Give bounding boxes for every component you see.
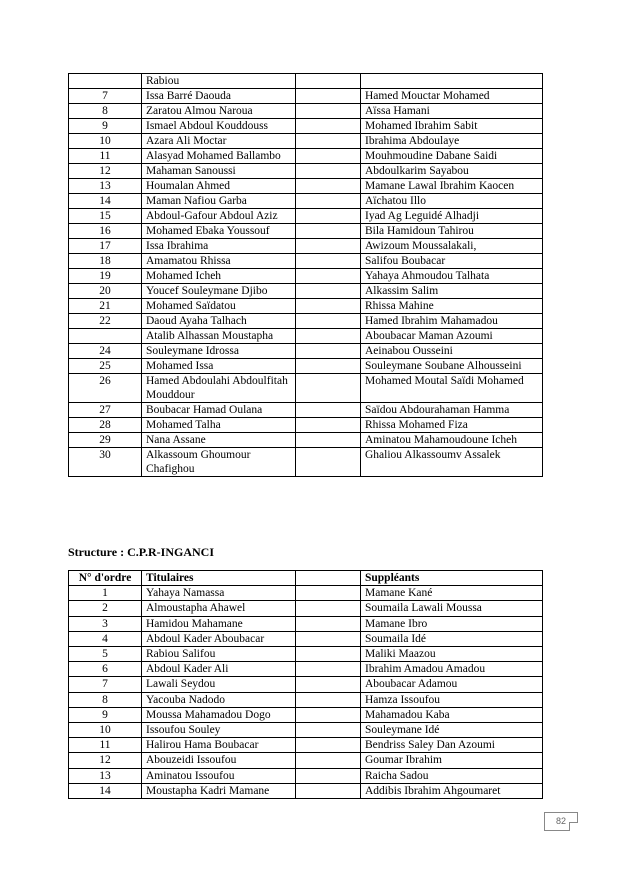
titulaire-cell: Nana Assane bbox=[142, 433, 296, 448]
suppleant-cell: Awizoum Moussalakali, bbox=[361, 239, 543, 254]
blank-cell bbox=[296, 134, 361, 149]
titulaire-cell: Abdoul Kader Ali bbox=[142, 662, 296, 677]
row-number: 12 bbox=[69, 164, 142, 179]
blank-cell bbox=[296, 74, 361, 89]
titulaire-cell: Rabiou Salifou bbox=[142, 647, 296, 662]
blank-cell bbox=[296, 692, 361, 707]
blank-cell bbox=[296, 254, 361, 269]
blank-cell bbox=[296, 239, 361, 254]
suppleant-cell: Maliki Maazou bbox=[361, 647, 543, 662]
header-titulaires: Titulaires bbox=[142, 571, 296, 586]
blank-cell bbox=[296, 89, 361, 104]
cpr-inganci-table-body bbox=[69, 571, 543, 799]
suppleant-cell: Mohamed Moutal Saïdi Mohamed bbox=[361, 374, 543, 403]
titulaire-cell: Halirou Hama Boubacar bbox=[142, 738, 296, 753]
row-number: 13 bbox=[69, 179, 142, 194]
suppleant-cell: Aeinabou Ousseini bbox=[361, 344, 543, 359]
blank-cell bbox=[296, 768, 361, 783]
suppleant-cell: Aïssa Hamani bbox=[361, 104, 543, 119]
table-row bbox=[69, 768, 543, 783]
table-row bbox=[69, 149, 543, 164]
table-row bbox=[69, 631, 543, 646]
blank-cell bbox=[296, 224, 361, 239]
table-row bbox=[69, 403, 543, 418]
titulaire-cell: Mahaman Sanoussi bbox=[142, 164, 296, 179]
blank-cell bbox=[296, 119, 361, 134]
table-row bbox=[69, 738, 543, 753]
blank-cell bbox=[296, 209, 361, 224]
table-row bbox=[69, 299, 543, 314]
blank-cell bbox=[296, 662, 361, 677]
titulaire-cell: Yacouba Nadodo bbox=[142, 692, 296, 707]
blank-cell bbox=[296, 783, 361, 798]
blank-cell bbox=[296, 586, 361, 601]
row-number: 6 bbox=[69, 662, 142, 677]
suppleant-cell: Abdoulkarim Sayabou bbox=[361, 164, 543, 179]
row-number: 13 bbox=[69, 768, 142, 783]
row-number: 25 bbox=[69, 359, 142, 374]
titulaire-cell: Issoufou Souley bbox=[142, 723, 296, 738]
blank-cell bbox=[296, 418, 361, 433]
blank-cell bbox=[296, 374, 361, 403]
table-row bbox=[69, 692, 543, 707]
titulaire-cell: Mohamed Talha bbox=[142, 418, 296, 433]
row-number: 18 bbox=[69, 254, 142, 269]
table-row bbox=[69, 104, 543, 119]
suppleant-cell: Iyad Ag Leguidé Alhadji bbox=[361, 209, 543, 224]
row-number: 4 bbox=[69, 631, 142, 646]
titulaire-cell: Issa Barré Daouda bbox=[142, 89, 296, 104]
cpr-inganci-table bbox=[68, 570, 543, 799]
titulaire-cell: Alasyad Mohamed Ballambo bbox=[142, 149, 296, 164]
suppleant-cell bbox=[361, 74, 543, 89]
titulaire-cell: Moussa Mahamadou Dogo bbox=[142, 707, 296, 722]
header-num: N° d'ordre bbox=[69, 571, 142, 586]
row-number: 17 bbox=[69, 239, 142, 254]
blank-cell bbox=[296, 194, 361, 209]
row-number: 9 bbox=[69, 119, 142, 134]
titulaire-cell: Lawali Seydou bbox=[142, 677, 296, 692]
titulaire-cell: Houmalan Ahmed bbox=[142, 179, 296, 194]
titulaire-cell: Zaratou Almou Naroua bbox=[142, 104, 296, 119]
titulaire-cell: Almoustapha Ahawel bbox=[142, 601, 296, 616]
suppleant-cell: Aïchatou Illo bbox=[361, 194, 543, 209]
row-number: 3 bbox=[69, 616, 142, 631]
suppleant-cell: Mamane Kané bbox=[361, 586, 543, 601]
table-row bbox=[69, 374, 543, 403]
row-number: 14 bbox=[69, 783, 142, 798]
table-row bbox=[69, 119, 543, 134]
suppleant-cell: Aminatou Mahamoudoune Icheh bbox=[361, 433, 543, 448]
blank-cell bbox=[296, 299, 361, 314]
suppleant-cell: Goumar Ibrahim bbox=[361, 753, 543, 768]
table-row bbox=[69, 647, 543, 662]
blank-cell bbox=[296, 314, 361, 329]
table-row bbox=[69, 448, 543, 477]
suppleant-cell: Souleymane Idé bbox=[361, 723, 543, 738]
blank-cell bbox=[296, 359, 361, 374]
table-row bbox=[69, 723, 543, 738]
titulaire-cell: Ismael Abdoul Kouddouss bbox=[142, 119, 296, 134]
table-row bbox=[69, 753, 543, 768]
table-row bbox=[69, 344, 543, 359]
row-number: 15 bbox=[69, 209, 142, 224]
table-row bbox=[69, 418, 543, 433]
row-number bbox=[69, 74, 142, 89]
titulaire-cell: Mohamed Issa bbox=[142, 359, 296, 374]
suppleant-cell: Soumaila Idé bbox=[361, 631, 543, 646]
titulaire-cell: Abouzeidi Issoufou bbox=[142, 753, 296, 768]
header-suppleants: Suppléants bbox=[361, 571, 543, 586]
suppleant-cell: Mahamadou Kaba bbox=[361, 707, 543, 722]
blank-cell bbox=[296, 344, 361, 359]
blank-cell bbox=[296, 601, 361, 616]
table-row bbox=[69, 74, 543, 89]
table-row bbox=[69, 134, 543, 149]
table-row bbox=[69, 433, 543, 448]
row-number: 10 bbox=[69, 723, 142, 738]
page-number: 82 bbox=[544, 812, 578, 831]
row-number: 5 bbox=[69, 647, 142, 662]
table-row bbox=[69, 616, 543, 631]
table-row bbox=[69, 254, 543, 269]
blank-cell bbox=[296, 329, 361, 344]
suppleant-cell: Saïdou Abdourahaman Hamma bbox=[361, 403, 543, 418]
table-row bbox=[69, 209, 543, 224]
header-blank bbox=[296, 571, 361, 586]
titulaire-cell: Mohamed Icheh bbox=[142, 269, 296, 284]
row-number: 1 bbox=[69, 586, 142, 601]
table-row bbox=[69, 314, 543, 329]
row-number: 10 bbox=[69, 134, 142, 149]
row-number: 20 bbox=[69, 284, 142, 299]
row-number: 16 bbox=[69, 224, 142, 239]
titulaire-cell: Amamatou Rhissa bbox=[142, 254, 296, 269]
suppleant-cell: Rhissa Mohamed Fiza bbox=[361, 418, 543, 433]
blank-cell bbox=[296, 738, 361, 753]
table-row bbox=[69, 179, 543, 194]
titulaire-cell: Souleymane Idrossa bbox=[142, 344, 296, 359]
blank-cell bbox=[296, 269, 361, 284]
row-number: 8 bbox=[69, 692, 142, 707]
suppleant-cell: Mouhmoudine Dabane Saidi bbox=[361, 149, 543, 164]
table-row bbox=[69, 662, 543, 677]
row-number: 30 bbox=[69, 448, 142, 477]
suppleant-cell: Mohamed Ibrahim Sabit bbox=[361, 119, 543, 134]
table-row bbox=[69, 677, 543, 692]
table-row bbox=[69, 359, 543, 374]
blank-cell bbox=[296, 677, 361, 692]
row-number: 14 bbox=[69, 194, 142, 209]
row-number: 11 bbox=[69, 738, 142, 753]
suppleant-cell: Bendriss Saley Dan Azoumi bbox=[361, 738, 543, 753]
table-row bbox=[69, 224, 543, 239]
row-number: 21 bbox=[69, 299, 142, 314]
blank-cell bbox=[296, 723, 361, 738]
table-row bbox=[69, 89, 543, 104]
titulaire-cell: Abdoul Kader Aboubacar bbox=[142, 631, 296, 646]
structure-heading: Structure : C.P.R-INGANCI bbox=[68, 545, 214, 559]
suppleant-cell: Salifou Boubacar bbox=[361, 254, 543, 269]
suppleant-cell: Rhissa Mahine bbox=[361, 299, 543, 314]
row-number: 28 bbox=[69, 418, 142, 433]
row-number: 7 bbox=[69, 677, 142, 692]
suppleant-cell: Hamza Issoufou bbox=[361, 692, 543, 707]
titulaire-cell: Issa Ibrahima bbox=[142, 239, 296, 254]
blank-cell bbox=[296, 403, 361, 418]
suppleant-cell: Aboubacar Adamou bbox=[361, 677, 543, 692]
titulaire-cell: Yahaya Namassa bbox=[142, 586, 296, 601]
titulaire-cell: Rabiou bbox=[142, 74, 296, 89]
row-number: 27 bbox=[69, 403, 142, 418]
titulaire-cell: Boubacar Hamad Oulana bbox=[142, 403, 296, 418]
blank-cell bbox=[296, 433, 361, 448]
members-table-body bbox=[69, 74, 543, 477]
titulaire-cell: Youcef Souleymane Djibo bbox=[142, 284, 296, 299]
table-row bbox=[69, 239, 543, 254]
titulaire-cell: Atalib Alhassan Moustapha bbox=[142, 329, 296, 344]
suppleant-cell: Alkassim Salim bbox=[361, 284, 543, 299]
row-number: 24 bbox=[69, 344, 142, 359]
suppleant-cell: Aboubacar Maman Azoumi bbox=[361, 329, 543, 344]
blank-cell bbox=[296, 179, 361, 194]
titulaire-cell: Moustapha Kadri Mamane bbox=[142, 783, 296, 798]
titulaire-cell: Hamidou Mahamane bbox=[142, 616, 296, 631]
titulaire-cell: Hamed Abdoulahi Abdoulfitah Mouddour bbox=[142, 374, 296, 403]
suppleant-cell: Hamed Mouctar Mohamed bbox=[361, 89, 543, 104]
blank-cell bbox=[296, 631, 361, 646]
blank-cell bbox=[296, 284, 361, 299]
titulaire-cell: Azara Ali Moctar bbox=[142, 134, 296, 149]
members-table-continued bbox=[68, 73, 543, 477]
table-row bbox=[69, 329, 543, 344]
row-number: 19 bbox=[69, 269, 142, 284]
titulaire-cell: Daoud Ayaha Talhach bbox=[142, 314, 296, 329]
suppleant-cell: Mamane Lawal Ibrahim Kaocen bbox=[361, 179, 543, 194]
blank-cell bbox=[296, 647, 361, 662]
row-number: 8 bbox=[69, 104, 142, 119]
suppleant-cell: Ghaliou Alkassoumv Assalek bbox=[361, 448, 543, 477]
table-row bbox=[69, 164, 543, 179]
suppleant-cell: Ibrahima Abdoulaye bbox=[361, 134, 543, 149]
blank-cell bbox=[296, 164, 361, 179]
titulaire-cell: Maman Nafiou Garba bbox=[142, 194, 296, 209]
table-row bbox=[69, 284, 543, 299]
blank-cell bbox=[296, 104, 361, 119]
suppleant-cell: Mamane Ibro bbox=[361, 616, 543, 631]
table-row bbox=[69, 586, 543, 601]
suppleant-cell: Hamed Ibrahim Mahamadou bbox=[361, 314, 543, 329]
row-number: 11 bbox=[69, 149, 142, 164]
table-row bbox=[69, 783, 543, 798]
table-row bbox=[69, 269, 543, 284]
titulaire-cell: Abdoul-Gafour Abdoul Aziz bbox=[142, 209, 296, 224]
blank-cell bbox=[296, 707, 361, 722]
blank-cell bbox=[296, 616, 361, 631]
blank-cell bbox=[296, 753, 361, 768]
row-number: 22 bbox=[69, 314, 142, 329]
row-number: 7 bbox=[69, 89, 142, 104]
table-row bbox=[69, 601, 543, 616]
titulaire-cell: Mohamed Saïdatou bbox=[142, 299, 296, 314]
row-number bbox=[69, 329, 142, 344]
row-number: 2 bbox=[69, 601, 142, 616]
suppleant-cell: Bila Hamidoun Tahirou bbox=[361, 224, 543, 239]
row-number: 29 bbox=[69, 433, 142, 448]
table-header-row bbox=[69, 571, 543, 586]
suppleant-cell: Addibis Ibrahim Ahgoumaret bbox=[361, 783, 543, 798]
row-number: 26 bbox=[69, 374, 142, 403]
row-number: 9 bbox=[69, 707, 142, 722]
blank-cell bbox=[296, 448, 361, 477]
titulaire-cell: Alkassoum Ghoumour Chafighou bbox=[142, 448, 296, 477]
suppleant-cell: Yahaya Ahmoudou Talhata bbox=[361, 269, 543, 284]
titulaire-cell: Mohamed Ebaka Youssouf bbox=[142, 224, 296, 239]
blank-cell bbox=[296, 149, 361, 164]
titulaire-cell: Aminatou Issoufou bbox=[142, 768, 296, 783]
suppleant-cell: Raicha Sadou bbox=[361, 768, 543, 783]
suppleant-cell: Souleymane Soubane Alhousseini bbox=[361, 359, 543, 374]
suppleant-cell: Ibrahim Amadou Amadou bbox=[361, 662, 543, 677]
table-row bbox=[69, 707, 543, 722]
suppleant-cell: Soumaila Lawali Moussa bbox=[361, 601, 543, 616]
row-number: 12 bbox=[69, 753, 142, 768]
table-row bbox=[69, 194, 543, 209]
